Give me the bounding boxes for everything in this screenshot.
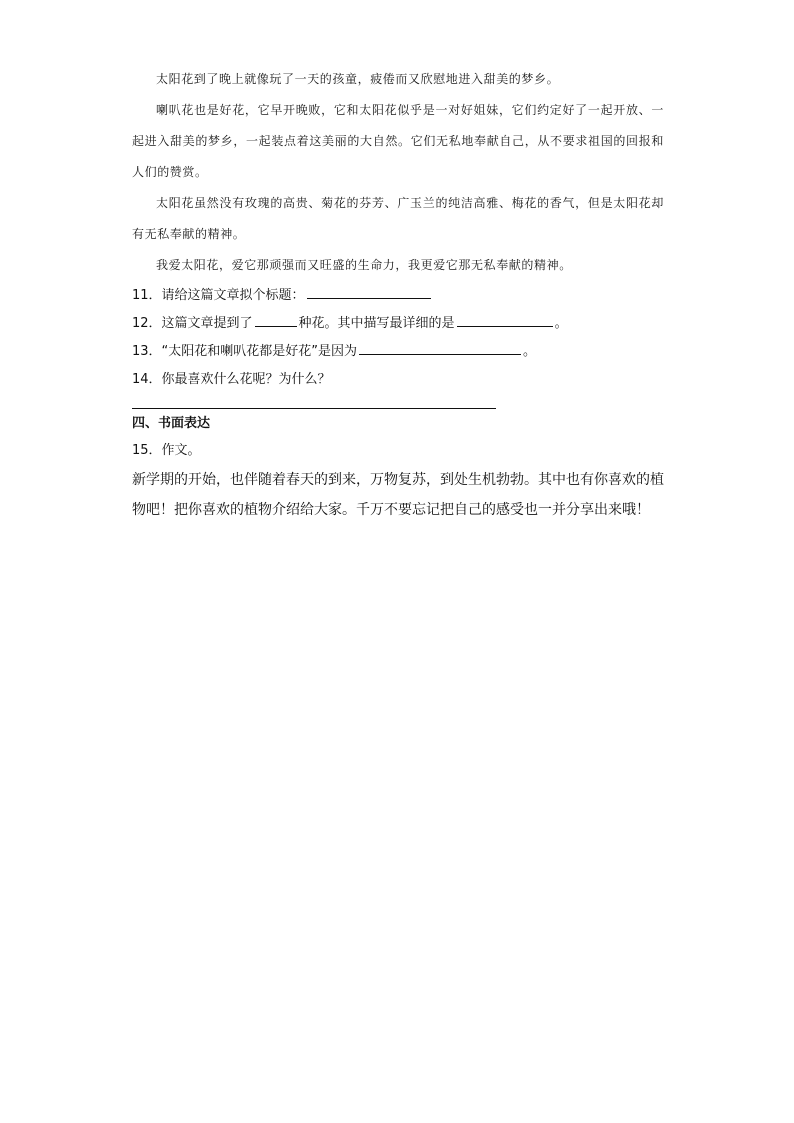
writing-prompt: 新学期的开始，也伴随着春天的到来，万物复苏，到处生机勃勃。其中也有你喜欢的植物吧！把你喜欢的植物介绍给大家。千万不要忘记把自己的感受也一并分享出来哦！ (132, 472, 664, 518)
question-11 (132, 282, 672, 310)
question-11-answer-blank[interactable] (307, 284, 431, 299)
question-13-text-part2: 。 (523, 344, 537, 359)
question-12 (132, 310, 672, 338)
question-14-text: 14．你最喜欢什么花呢？为什么？ (132, 372, 331, 387)
question-14 (132, 366, 672, 394)
section-heading: 四、书面表达 (132, 416, 211, 431)
passage-paragraph-1: 太阳花到了晚上就像玩了一天的孩童，疲倦而又欣慰地进入甜美的梦乡。 (156, 72, 560, 86)
question-list (132, 282, 672, 525)
question-15: 15．作文。 (132, 443, 201, 458)
passage-paragraph-3: 太阳花虽然没有玫瑰的高贵、菊花的芬芳、广玉兰的纯洁高雅、梅花的香气，但是太阳花却有无私奉献的精神。 (132, 196, 664, 241)
question-13-text-part1: 13．“太阳花和喇叭花都是好花”是因为 (132, 344, 358, 359)
question-11-text: 11．请给这篇文章拟个标题： (132, 288, 305, 303)
question-13 (132, 338, 672, 366)
question-12-detail-blank[interactable] (457, 312, 553, 327)
question-12-text-part1: 12．这篇文章提到了 (132, 316, 253, 331)
reading-passage (132, 64, 664, 281)
passage-paragraph-2: 喇叭花也是好花，它早开晚败，它和太阳花似乎是一对好姐妹，它们约定好了一起开放、一起进入甜美的梦乡，一起装点着这美丽的大自然。它们无私地奉献自己，从不要求祖国的回报和人们的赞赏。 (132, 103, 664, 179)
question-13-answer-blank[interactable] (359, 340, 521, 355)
question-12-count-blank[interactable] (255, 312, 297, 327)
question-14-answer-line[interactable] (132, 394, 496, 409)
question-12-text-part3: 。 (554, 316, 568, 331)
passage-paragraph-4: 我爱太阳花，爱它那顽强而又旺盛的生命力，我更爱它那无私奉献的精神。 (156, 258, 572, 272)
question-12-text-part2: 种花。其中描写最详细的是 (298, 316, 455, 331)
